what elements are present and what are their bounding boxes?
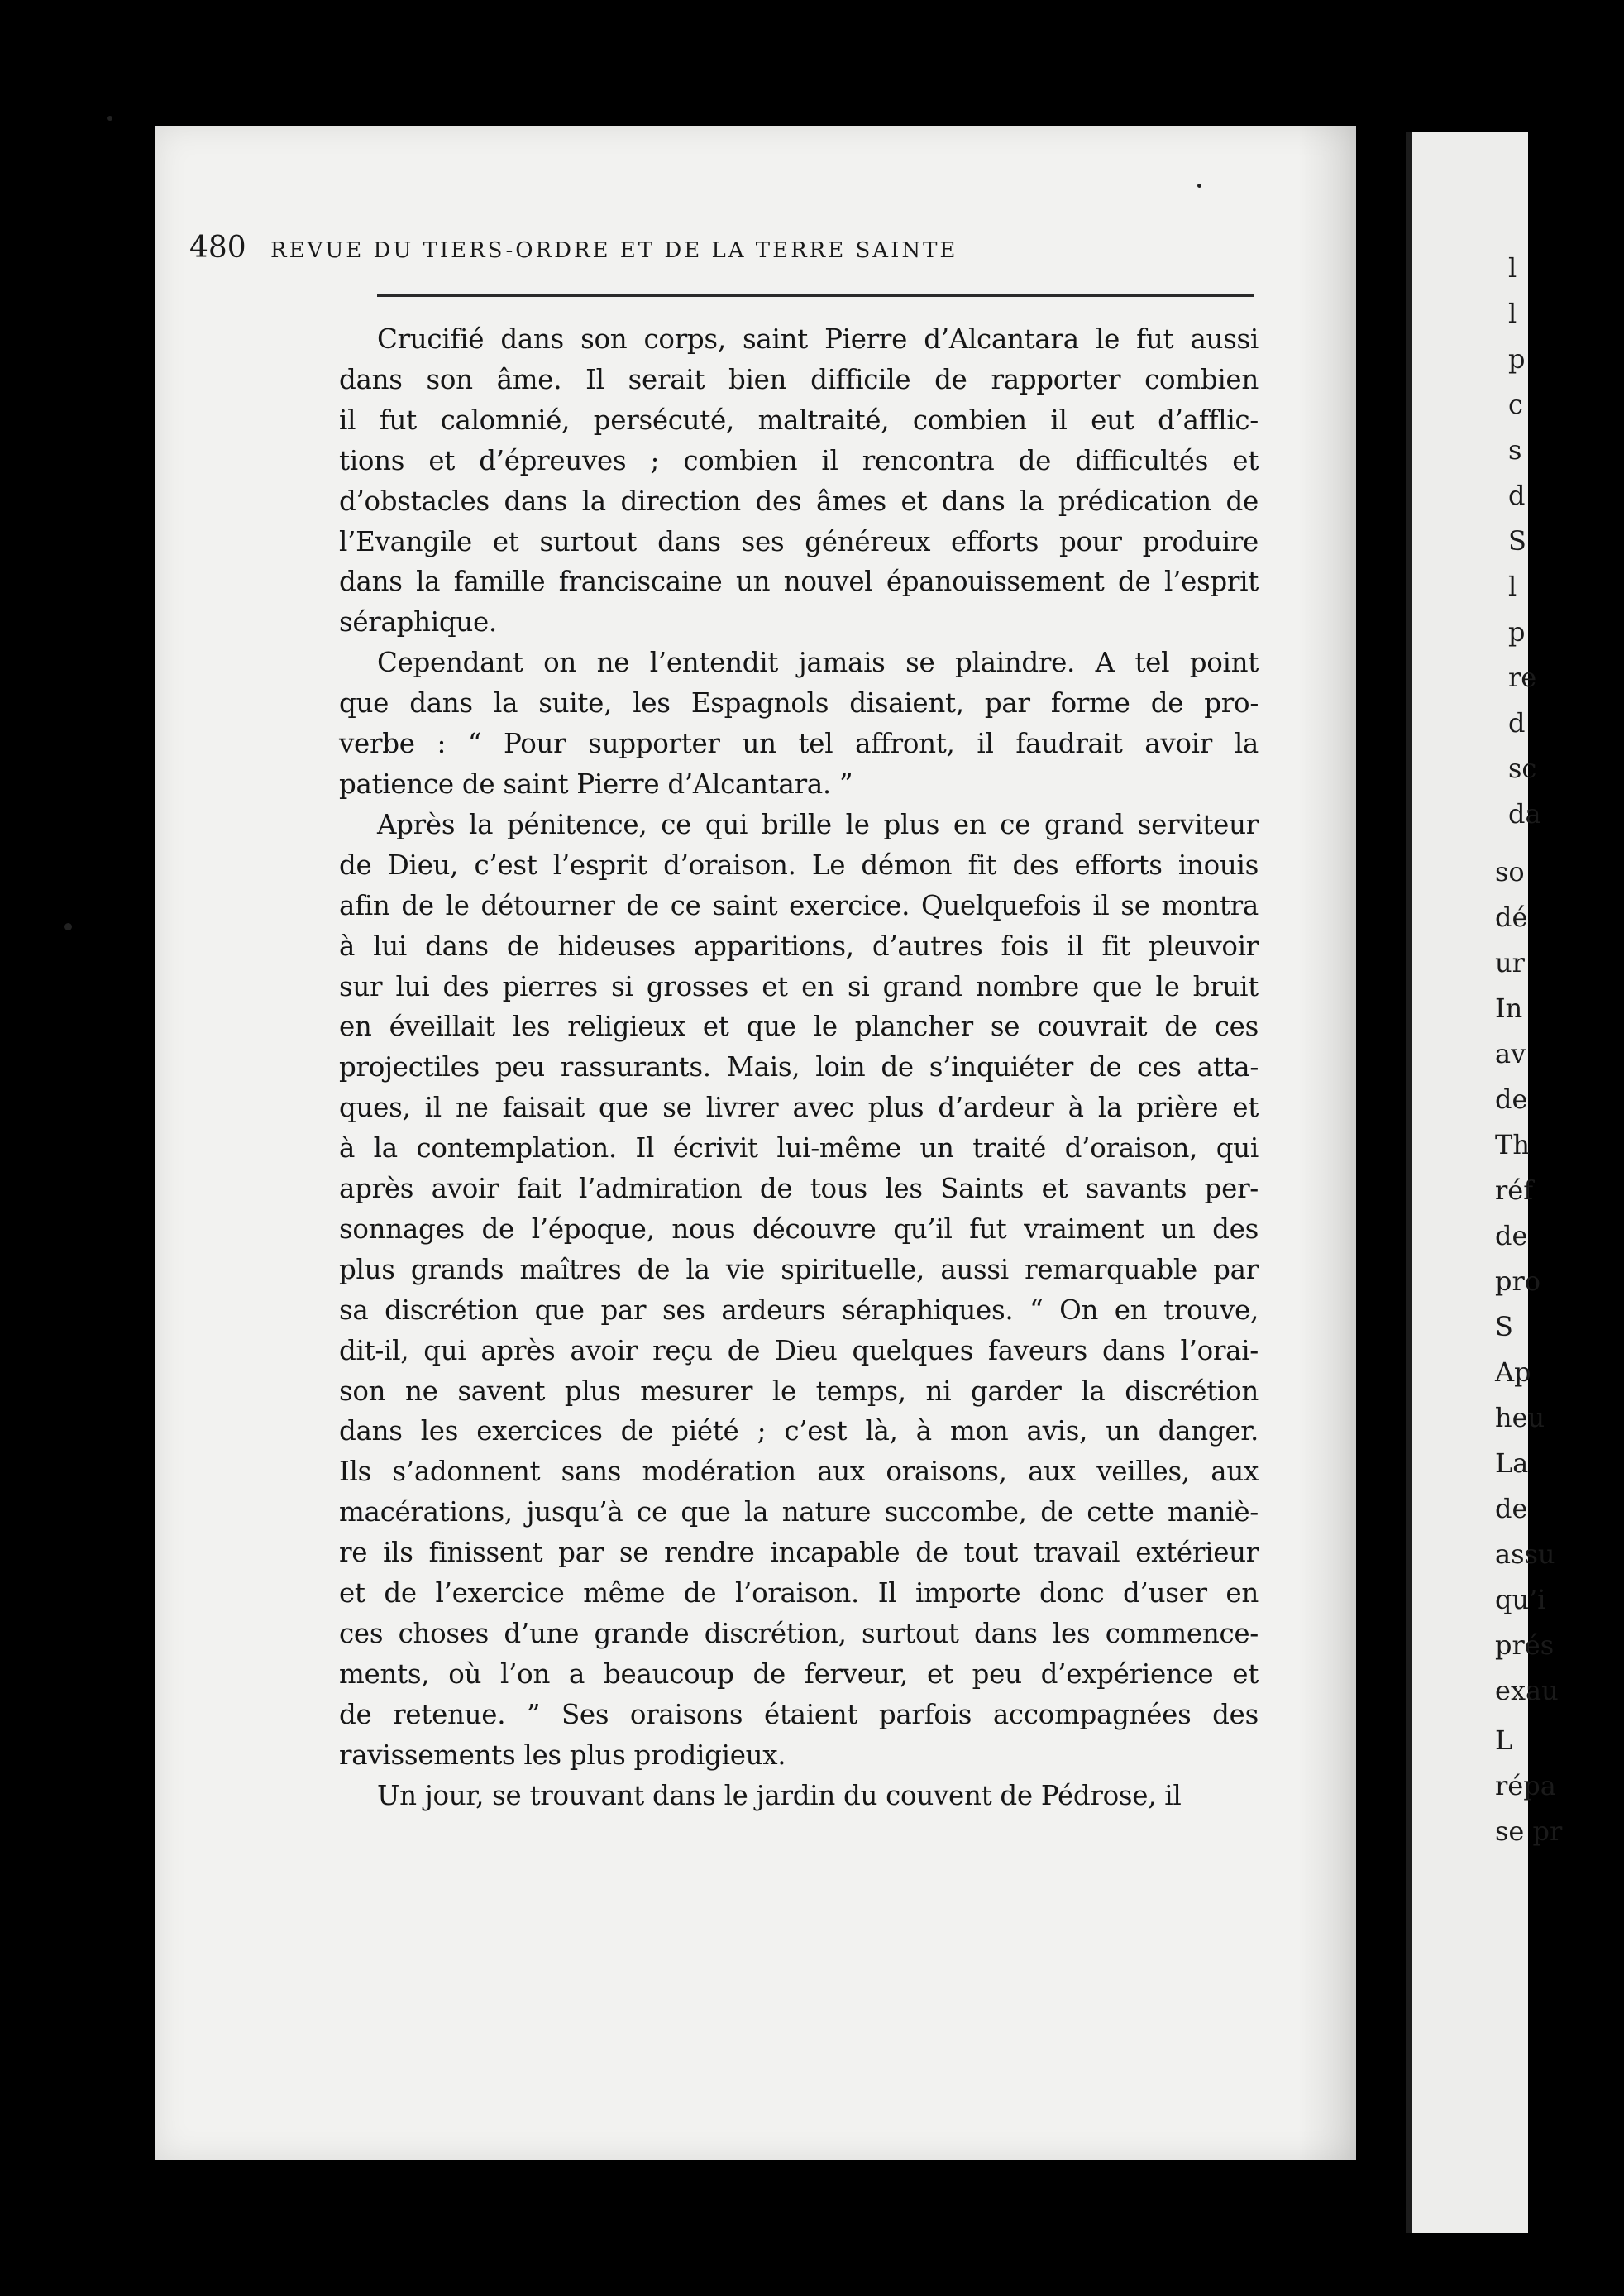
adjacent-page-fragment: l (1508, 571, 1517, 602)
adjacent-page-edge (1406, 132, 1412, 2233)
text-line: à lui dans de hideuses apparitions, d’autres fois il fit pleuvoir (339, 930, 1259, 962)
text-line: sonnages de l’époque, nous découvre qu’il fut vraiment un des (339, 1213, 1259, 1245)
adjacent-page-fragment: so (1495, 856, 1525, 887)
adjacent-page-fragment: se pr (1495, 1815, 1563, 1847)
adjacent-page-fragment: répa (1495, 1770, 1556, 1801)
header-rule (377, 294, 1254, 297)
adjacent-page-fragment: de (1495, 1220, 1528, 1251)
text-line: tions et d’épreuves ; combien il rencontra de difficultés et (339, 444, 1259, 476)
adjacent-page-fragment: réf (1495, 1174, 1534, 1206)
text-line: sa discrétion que par ses ardeurs séraphiques. “ On en trouve, (339, 1294, 1259, 1326)
text-line: patience de saint Pierre d’Alcantara. ” (339, 768, 853, 800)
adjacent-page-fragment: c (1508, 389, 1523, 420)
adjacent-page-fragment: dé (1495, 902, 1528, 933)
text-line: de Dieu, c’est l’esprit d’oraison. Le démon fit des efforts inouis (339, 849, 1259, 881)
dust-speck (1197, 184, 1201, 188)
adjacent-page-fragment: qu’i (1495, 1584, 1546, 1615)
adjacent-page-fragment: heu (1495, 1402, 1545, 1433)
dust-speck (64, 923, 72, 930)
adjacent-page-fragment: d (1508, 480, 1526, 511)
adjacent-page-fragment: da (1508, 798, 1541, 830)
adjacent-page-fragment: prés (1495, 1629, 1555, 1661)
running-header (189, 225, 1256, 271)
text-line: et de l’exercice même de l’oraison. Il importe donc d’user en (339, 1577, 1259, 1610)
text-line: Après la pénitence, ce qui brille le plus en ce grand serviteur (377, 808, 1259, 840)
adjacent-page-fragment: av (1495, 1038, 1526, 1069)
adjacent-page-fragment: re (1508, 662, 1537, 693)
text-line: verbe : “ Pour supporter un tel affront, il faudrait avoir la (339, 728, 1259, 760)
text-line: Ils s’adonnent sans modération aux oraisons, aux veilles, aux (339, 1456, 1259, 1488)
adjacent-page-strip (1406, 132, 1563, 2233)
text-line: re ils finissent par se rendre incapable de tout travail extérieur (339, 1537, 1259, 1569)
adjacent-page-fragment: l (1508, 252, 1517, 284)
adjacent-page-fragment: ur (1495, 947, 1525, 978)
adjacent-page-fragment: pro (1495, 1265, 1541, 1297)
running-title: REVUE DU TIERS-ORDRE ET DE LA TERRE SAINTE (270, 238, 958, 263)
adjacent-page-fragment: sc (1508, 753, 1537, 784)
text-line: en éveillait les religieux et que le plancher se couvrait de ces (339, 1011, 1259, 1043)
adjacent-page-fragment: p (1508, 343, 1526, 375)
adjacent-page-fragment: p (1508, 616, 1526, 648)
text-line: Un jour, se trouvant dans le jardin du couvent de Pédrose, il (377, 1779, 1182, 1811)
text-line: Cependant on ne l’entendit jamais se plaindre. A tel point (377, 647, 1259, 679)
adjacent-page-fragment: s (1508, 434, 1522, 466)
text-line: dans son âme. Il serait bien difficile de rapporter combien (339, 363, 1259, 395)
adjacent-page-fragment: L (1495, 1724, 1513, 1756)
adjacent-page-fragment: l (1508, 298, 1517, 329)
text-line: ments, où l’on a beaucoup de ferveur, et peu d’expérience et (339, 1657, 1259, 1690)
adjacent-page-fragment: S (1495, 1311, 1513, 1342)
text-line: dans la famille franciscaine un nouvel épanouissement de l’esprit (339, 566, 1259, 598)
text-line: plus grands maîtres de la vie spirituelle, aussi remarquable par (339, 1253, 1259, 1285)
text-line: après avoir fait l’admiration de tous les Saints et savants per- (339, 1173, 1259, 1205)
text-line: projectiles peu rassurants. Mais, loin de s’inquiéter de ces atta- (339, 1051, 1259, 1083)
text-line: afin de le détourner de ce saint exercice. Quelquefois il se montra (339, 889, 1259, 921)
text-line: dans les exercices de piété ; c’est là, à mon avis, un danger. (339, 1415, 1259, 1447)
adjacent-page-fragment: assu (1495, 1538, 1555, 1570)
text-line: que dans la suite, les Espagnols disaient, par forme de pro- (339, 687, 1259, 720)
text-line: ques, il ne faisait que se livrer avec plus d’ardeur à la prière et (339, 1092, 1259, 1124)
adjacent-page-fragment: Th (1495, 1129, 1530, 1160)
text-line: de retenue. ” Ses oraisons étaient parfois accompagnées des (339, 1698, 1259, 1730)
adjacent-page-fragment: S (1508, 525, 1526, 557)
dust-speck (107, 116, 112, 121)
text-line: ravissements les plus prodigieux. (339, 1739, 786, 1771)
text-line: ces choses d’une grande discrétion, surtout dans les commence- (339, 1618, 1259, 1649)
text-line: à la contemplation. Il écrivit lui-même un traité d’oraison, qui (339, 1132, 1259, 1165)
text-line: sur lui des pierres si grosses et en si grand nombre que le bruit (339, 970, 1259, 1002)
text-line: d’obstacles dans la direction des âmes et dans la prédication de (339, 485, 1259, 517)
text-line: macérations, jusqu’à ce que la nature succombe, de cette maniè- (339, 1496, 1259, 1528)
text-line: Crucifié dans son corps, saint Pierre d’Alcantara le fut aussi (377, 323, 1259, 355)
text-line: l’Evangile et surtout dans ses généreux efforts pour produire (339, 525, 1259, 557)
text-line: il fut calomnié, persécuté, maltraité, combien il eut d’afflic- (339, 404, 1259, 436)
body-text (339, 319, 1259, 1816)
adjacent-page-fragment: d (1508, 707, 1526, 739)
adjacent-page-fragment: In (1495, 993, 1523, 1024)
text-line: séraphique. (339, 606, 497, 639)
text-line: dit-il, qui après avoir reçu de Dieu quelques faveurs dans l’orai- (339, 1334, 1259, 1366)
text-line: son ne savent plus mesurer le temps, ni garder la discrétion (339, 1375, 1259, 1407)
adjacent-page-fragment: exau (1495, 1675, 1559, 1706)
adjacent-page-fragment: La (1495, 1447, 1529, 1479)
adjacent-page-fragment: de (1495, 1493, 1528, 1524)
adjacent-page-fragment: Ap (1495, 1356, 1531, 1388)
adjacent-page-fragment: de (1495, 1083, 1528, 1115)
page-number: 480 (189, 231, 246, 265)
